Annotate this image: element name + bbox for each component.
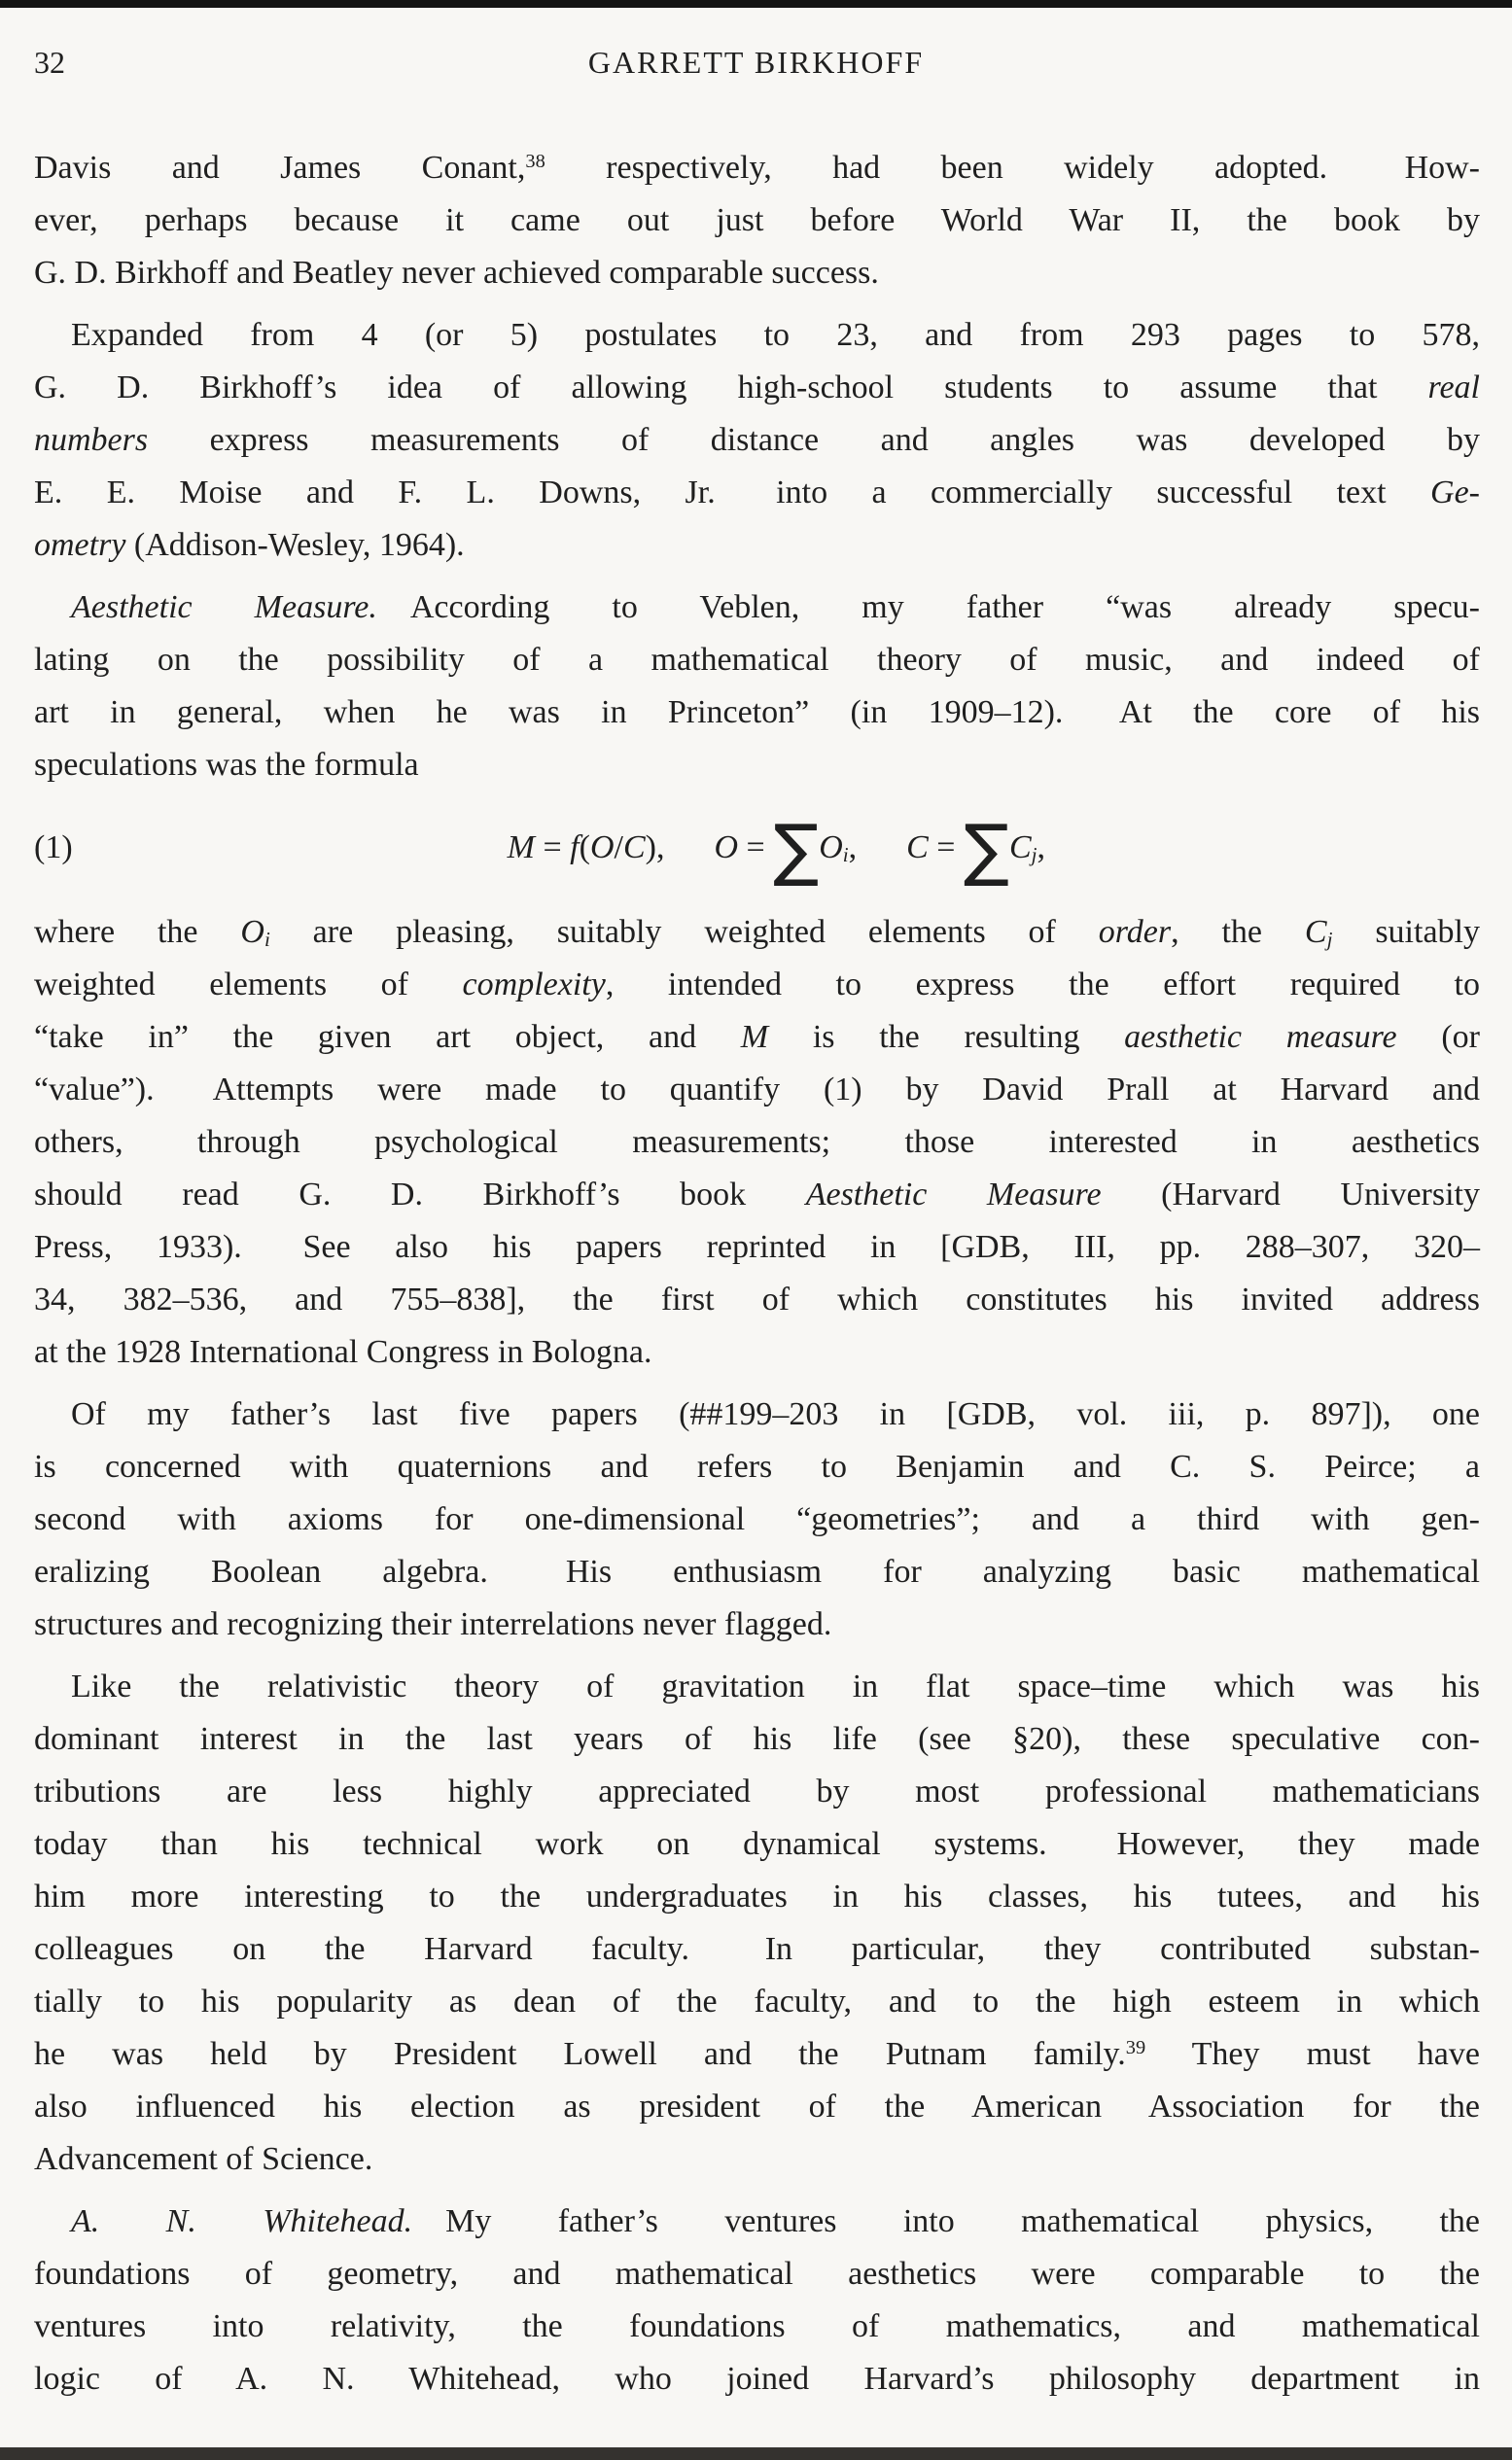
text-run: tributions are less highly appreciated by most professional mathematicians bbox=[34, 1774, 1480, 1810]
text-line bbox=[34, 1546, 1480, 1599]
text-run: should read G. D. Birkhoff’s book bbox=[34, 1177, 806, 1212]
text-line bbox=[34, 1064, 1480, 1116]
text-run: “take in” the given art object, and bbox=[34, 1019, 741, 1055]
text-line bbox=[34, 1766, 1480, 1818]
paragraph bbox=[34, 309, 1480, 572]
text-run bbox=[664, 829, 714, 865]
page-number: 32 bbox=[34, 45, 65, 80]
text-line bbox=[34, 1599, 1480, 1651]
text-line bbox=[34, 2248, 1480, 2301]
text-line bbox=[34, 2301, 1480, 2353]
text-line bbox=[34, 2081, 1480, 2133]
text-line bbox=[34, 194, 1480, 247]
text-run: (or bbox=[1396, 1019, 1481, 1055]
text-run: second with axioms for one-dimensional “geometries”; and a third with gen- bbox=[34, 1501, 1480, 1537]
italic-text: C bbox=[1008, 829, 1032, 865]
text-line bbox=[34, 1923, 1480, 1976]
text-run: Of my father’s last five papers (##199–203 in [GDB, vol. iii, p. 897]), one bbox=[71, 1396, 1480, 1432]
text-line bbox=[34, 739, 1480, 791]
paragraph bbox=[34, 906, 1480, 1379]
italic-text: ometry bbox=[34, 527, 126, 563]
italic-text: O bbox=[819, 829, 843, 865]
text-run: logic of A. N. Whitehead, who joined Harvard’s philosophy department in bbox=[34, 2361, 1480, 2397]
text-run: art in general, when he was in Princeton” (in 1909–12). At the core of his bbox=[34, 694, 1480, 730]
text-run: eralizing Boolean algebra. His enthusiasm for analyzing basic mathematical bbox=[34, 1554, 1480, 1590]
italic-text: M bbox=[507, 829, 535, 865]
text-line bbox=[34, 1221, 1480, 1274]
text-line bbox=[34, 906, 1480, 959]
paragraph bbox=[34, 2196, 1480, 2406]
text-run: suitably bbox=[1332, 914, 1480, 950]
text-line bbox=[34, 1011, 1480, 1064]
text-line bbox=[34, 581, 1480, 634]
text-run: him more interesting to the undergraduates in his classes, his tutees, and his bbox=[34, 1879, 1480, 1915]
text-run: = bbox=[738, 829, 774, 865]
text-line bbox=[34, 1274, 1480, 1326]
italic-text: order bbox=[1098, 914, 1172, 950]
text-line bbox=[34, 1818, 1480, 1871]
text-line bbox=[34, 1441, 1480, 1494]
equation-formula bbox=[73, 810, 1480, 890]
text-run: G. D. Birkhoff and Beatley never achieved comparable success. bbox=[34, 255, 879, 291]
equation-number: (1) bbox=[34, 829, 73, 865]
text-line bbox=[34, 1388, 1480, 1441]
page-header bbox=[0, 0, 1512, 88]
text-line bbox=[34, 959, 1480, 1011]
paragraph bbox=[34, 142, 1480, 299]
text-run: 34, 382–536, and 755–838], the first of which constitutes his invited address bbox=[34, 1282, 1480, 1318]
italic-text: O bbox=[589, 829, 615, 865]
text-line bbox=[34, 309, 1480, 362]
text-line bbox=[34, 2028, 1480, 2081]
text-run: tially to his popularity as dean of the faculty, and to the high esteem in which bbox=[34, 1984, 1480, 2020]
italic-text: C bbox=[906, 829, 929, 865]
text-line bbox=[34, 1494, 1480, 1546]
italic-text: Aesthetic Measure. bbox=[71, 589, 377, 625]
italic-text: C bbox=[1304, 914, 1327, 950]
text-run: Davis and James Conant, bbox=[34, 150, 526, 186]
text-run: he was held by President Lowell and the Putnam family. bbox=[34, 2036, 1126, 2072]
text-run: ( bbox=[579, 829, 590, 865]
italic-text: real bbox=[1427, 369, 1480, 405]
italic-text: A. N. Whitehead. bbox=[71, 2203, 413, 2239]
text-run: , the bbox=[1171, 914, 1305, 950]
text-run: They must have bbox=[1145, 2036, 1480, 2072]
text-line bbox=[34, 142, 1480, 194]
text-body bbox=[0, 142, 1512, 2406]
text-run: respectively, had been widely adopted. How- bbox=[545, 150, 1480, 186]
text-line bbox=[34, 362, 1480, 414]
text-run: where the bbox=[34, 914, 241, 950]
italic-text: numbers bbox=[34, 422, 149, 458]
text-line bbox=[34, 467, 1480, 519]
text-run: are pleasing, suitably weighted elements of bbox=[269, 914, 1099, 950]
text-run: Advancement of Science. bbox=[34, 2141, 373, 2177]
text-run: structures and recognizing their interrelations never flagged. bbox=[34, 1606, 832, 1642]
text-line bbox=[34, 1976, 1480, 2028]
subscript: i bbox=[842, 842, 849, 866]
text-run: My father’s ventures into mathematical physics, the bbox=[412, 2203, 1481, 2239]
italic-text: Aesthetic Measure bbox=[805, 1177, 1102, 1212]
text-run: at the 1928 International Congress in Bologna. bbox=[34, 1334, 652, 1370]
text-run bbox=[857, 829, 906, 865]
text-line bbox=[34, 686, 1480, 739]
text-run: lating on the possibility of a mathematical theory of music, and indeed of bbox=[34, 642, 1480, 678]
paragraph bbox=[34, 581, 1480, 791]
summation-symbol: ∑ bbox=[773, 810, 820, 890]
paragraph bbox=[34, 1388, 1480, 1651]
text-line bbox=[34, 2133, 1480, 2186]
italic-text: complexity bbox=[462, 966, 606, 1002]
text-run: G. D. Birkhoff’s idea of allowing high-school students to assume that bbox=[34, 369, 1428, 405]
text-run: = bbox=[928, 829, 964, 865]
italic-text: C bbox=[622, 829, 646, 865]
footnote-reference: 39 bbox=[1125, 2036, 1146, 2058]
text-line bbox=[34, 519, 1480, 572]
text-run: Like the relativistic theory of gravitation in flat space–time which was his bbox=[71, 1669, 1480, 1704]
text-line bbox=[34, 1713, 1480, 1766]
text-run: speculations was the formula bbox=[34, 747, 419, 783]
text-run: , intended to express the effort required to bbox=[605, 966, 1481, 1002]
text-run: Press, 1933). See also his papers reprinted in [GDB, III, pp. 288–307, 320– bbox=[34, 1229, 1480, 1265]
text-run: weighted elements of bbox=[34, 966, 463, 1002]
text-run: ever, perhaps because it came out just before World War II, the book by bbox=[34, 202, 1480, 238]
text-run: foundations of geometry, and mathematical aesthetics were comparable to the bbox=[34, 2256, 1480, 2292]
text-line bbox=[34, 1326, 1480, 1379]
italic-text: O bbox=[714, 829, 739, 865]
text-run: , bbox=[1037, 829, 1045, 865]
italic-text: O bbox=[240, 914, 264, 950]
text-run: = bbox=[534, 829, 571, 865]
text-line bbox=[34, 1116, 1480, 1169]
text-run: today than his technical work on dynamical systems. However, they made bbox=[34, 1826, 1480, 1862]
paragraph bbox=[34, 1661, 1480, 2186]
text-run: According to Veblen, my father “was already specu- bbox=[376, 589, 1480, 625]
text-line bbox=[34, 1661, 1480, 1713]
text-run: ), bbox=[645, 829, 665, 865]
text-line bbox=[34, 1169, 1480, 1221]
text-line bbox=[34, 1871, 1480, 1923]
text-run: / bbox=[614, 829, 623, 865]
scan-edge-bottom bbox=[0, 2447, 1512, 2460]
italic-text: Ge- bbox=[1430, 474, 1480, 510]
text-run: ventures into relativity, the foundations of mathematics, and mathematical bbox=[34, 2308, 1480, 2344]
text-line bbox=[34, 634, 1480, 686]
text-run: colleagues on the Harvard faculty. In particular, they contributed substan- bbox=[34, 1931, 1480, 1967]
italic-text: f bbox=[570, 829, 580, 865]
subscript: i bbox=[264, 927, 270, 951]
footnote-reference: 38 bbox=[525, 150, 545, 172]
subscript: j bbox=[1326, 927, 1333, 951]
italic-text: aesthetic measure bbox=[1124, 1019, 1397, 1055]
text-run: is concerned with quaternions and refers to Benjamin and C. S. Peirce; a bbox=[34, 1449, 1480, 1485]
text-run: is the resulting bbox=[768, 1019, 1125, 1055]
text-run: E. E. Moise and F. L. Downs, Jr. into a commercially successful text bbox=[34, 474, 1431, 510]
text-run: Expanded from 4 (or 5) postulates to 23, and from 293 pages to 578, bbox=[71, 317, 1480, 353]
text-line bbox=[34, 2196, 1480, 2248]
text-line bbox=[34, 414, 1480, 467]
subscript: j bbox=[1031, 842, 1037, 866]
summation-symbol: ∑ bbox=[963, 810, 1009, 890]
text-run: express measurements of distance and angles was developed by bbox=[148, 422, 1480, 458]
running-head: GARRETT BIRKHOFF bbox=[587, 45, 925, 80]
text-line bbox=[34, 247, 1480, 299]
text-run: dominant interest in the last years of his life (see §20), these speculative con- bbox=[34, 1721, 1480, 1757]
text-run: , bbox=[848, 829, 858, 865]
text-run: also influenced his election as president of the American Association for the bbox=[34, 2089, 1480, 2125]
text-run: “value”). Attempts were made to quantify (1) by David Prall at Harvard and bbox=[34, 1072, 1480, 1107]
text-run: (Addison-Wesley, 1964). bbox=[125, 527, 465, 563]
italic-text: M bbox=[740, 1019, 769, 1055]
equation bbox=[34, 810, 1480, 890]
text-run: others, through psychological measurements; those interested in aesthetics bbox=[34, 1124, 1480, 1160]
text-run: (Harvard University bbox=[1101, 1177, 1480, 1212]
text-line bbox=[34, 2353, 1480, 2406]
